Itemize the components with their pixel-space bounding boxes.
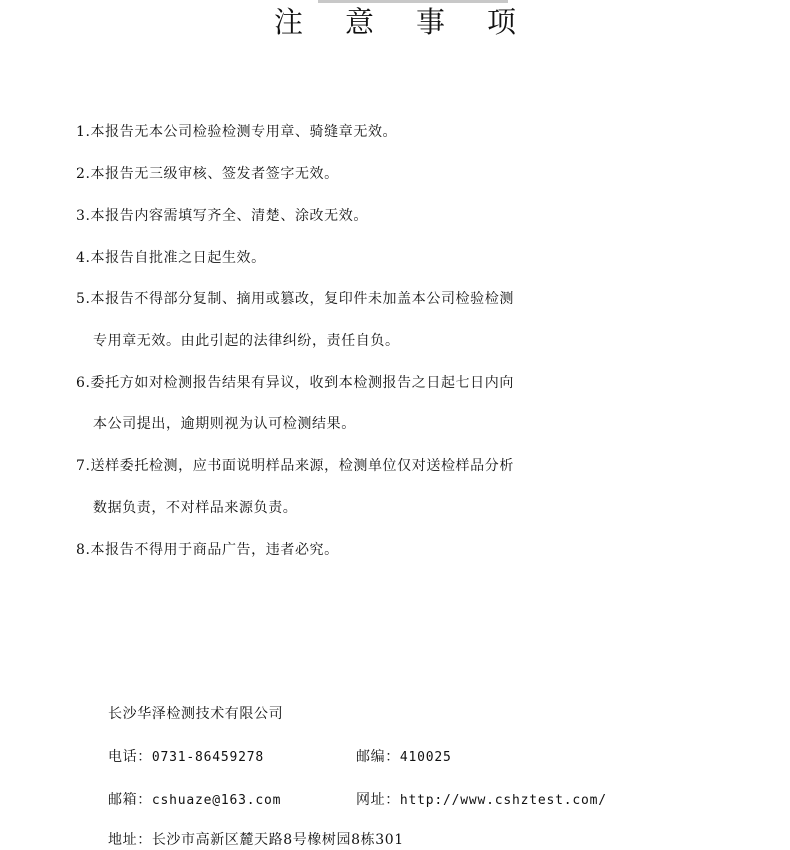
website-row — [356, 790, 607, 811]
notice-item-6-cont: 本公司提出，逾期则视为认可检测结果。 — [93, 416, 356, 432]
notice-item-3: 3.本报告内容需填写齐全、清楚、涂改无效。 — [76, 208, 368, 224]
notice-item-6: 6.委托方如对检测报告结果有异议，收到本检测报告之日起七日内向 — [76, 375, 514, 391]
website-value: http://www.cshztest.com/ — [399, 793, 607, 808]
page-title: 注意事项 — [273, 5, 558, 39]
address-row — [108, 830, 404, 850]
email-label: 邮箱： — [108, 792, 152, 808]
company-name: 长沙华泽检测技术有限公司 — [108, 706, 284, 722]
phone-row — [108, 747, 264, 768]
phone-label: 电话： — [108, 749, 152, 765]
notice-item-8: 8.本报告不得用于商品广告，违者必究。 — [76, 542, 339, 558]
email-row — [108, 790, 281, 811]
notice-item-2: 2.本报告无三级审核、签发者签字无效。 — [76, 166, 339, 182]
notice-item-7-cont: 数据负责，不对样品来源负责。 — [93, 500, 298, 516]
notice-item-7: 7.送样委托检测，应书面说明样品来源，检测单位仅对送检样品分析 — [76, 458, 514, 474]
website-label: 网址： — [356, 792, 400, 808]
postcode-value: 410025 — [399, 750, 452, 765]
postcode-label: 邮编： — [356, 749, 400, 765]
email-value: cshuaze@163.com — [151, 793, 282, 808]
notice-item-1: 1.本报告无本公司检验检测专用章、骑缝章无效。 — [76, 124, 398, 140]
address-value: 长沙市高新区麓天路8号橡树园8栋301 — [151, 832, 404, 848]
notice-item-5: 5.本报告不得部分复制、摘用或篡改，复印件未加盖本公司检验检测 — [76, 291, 514, 307]
address-label: 地址： — [108, 832, 152, 848]
postcode-row — [356, 747, 452, 768]
phone-value: 0731-86459278 — [151, 750, 264, 765]
notice-item-5-cont: 专用章无效。由此引起的法律纠纷，责任自负。 — [93, 333, 400, 349]
notice-item-4: 4.本报告自批准之日起生效。 — [76, 250, 266, 266]
